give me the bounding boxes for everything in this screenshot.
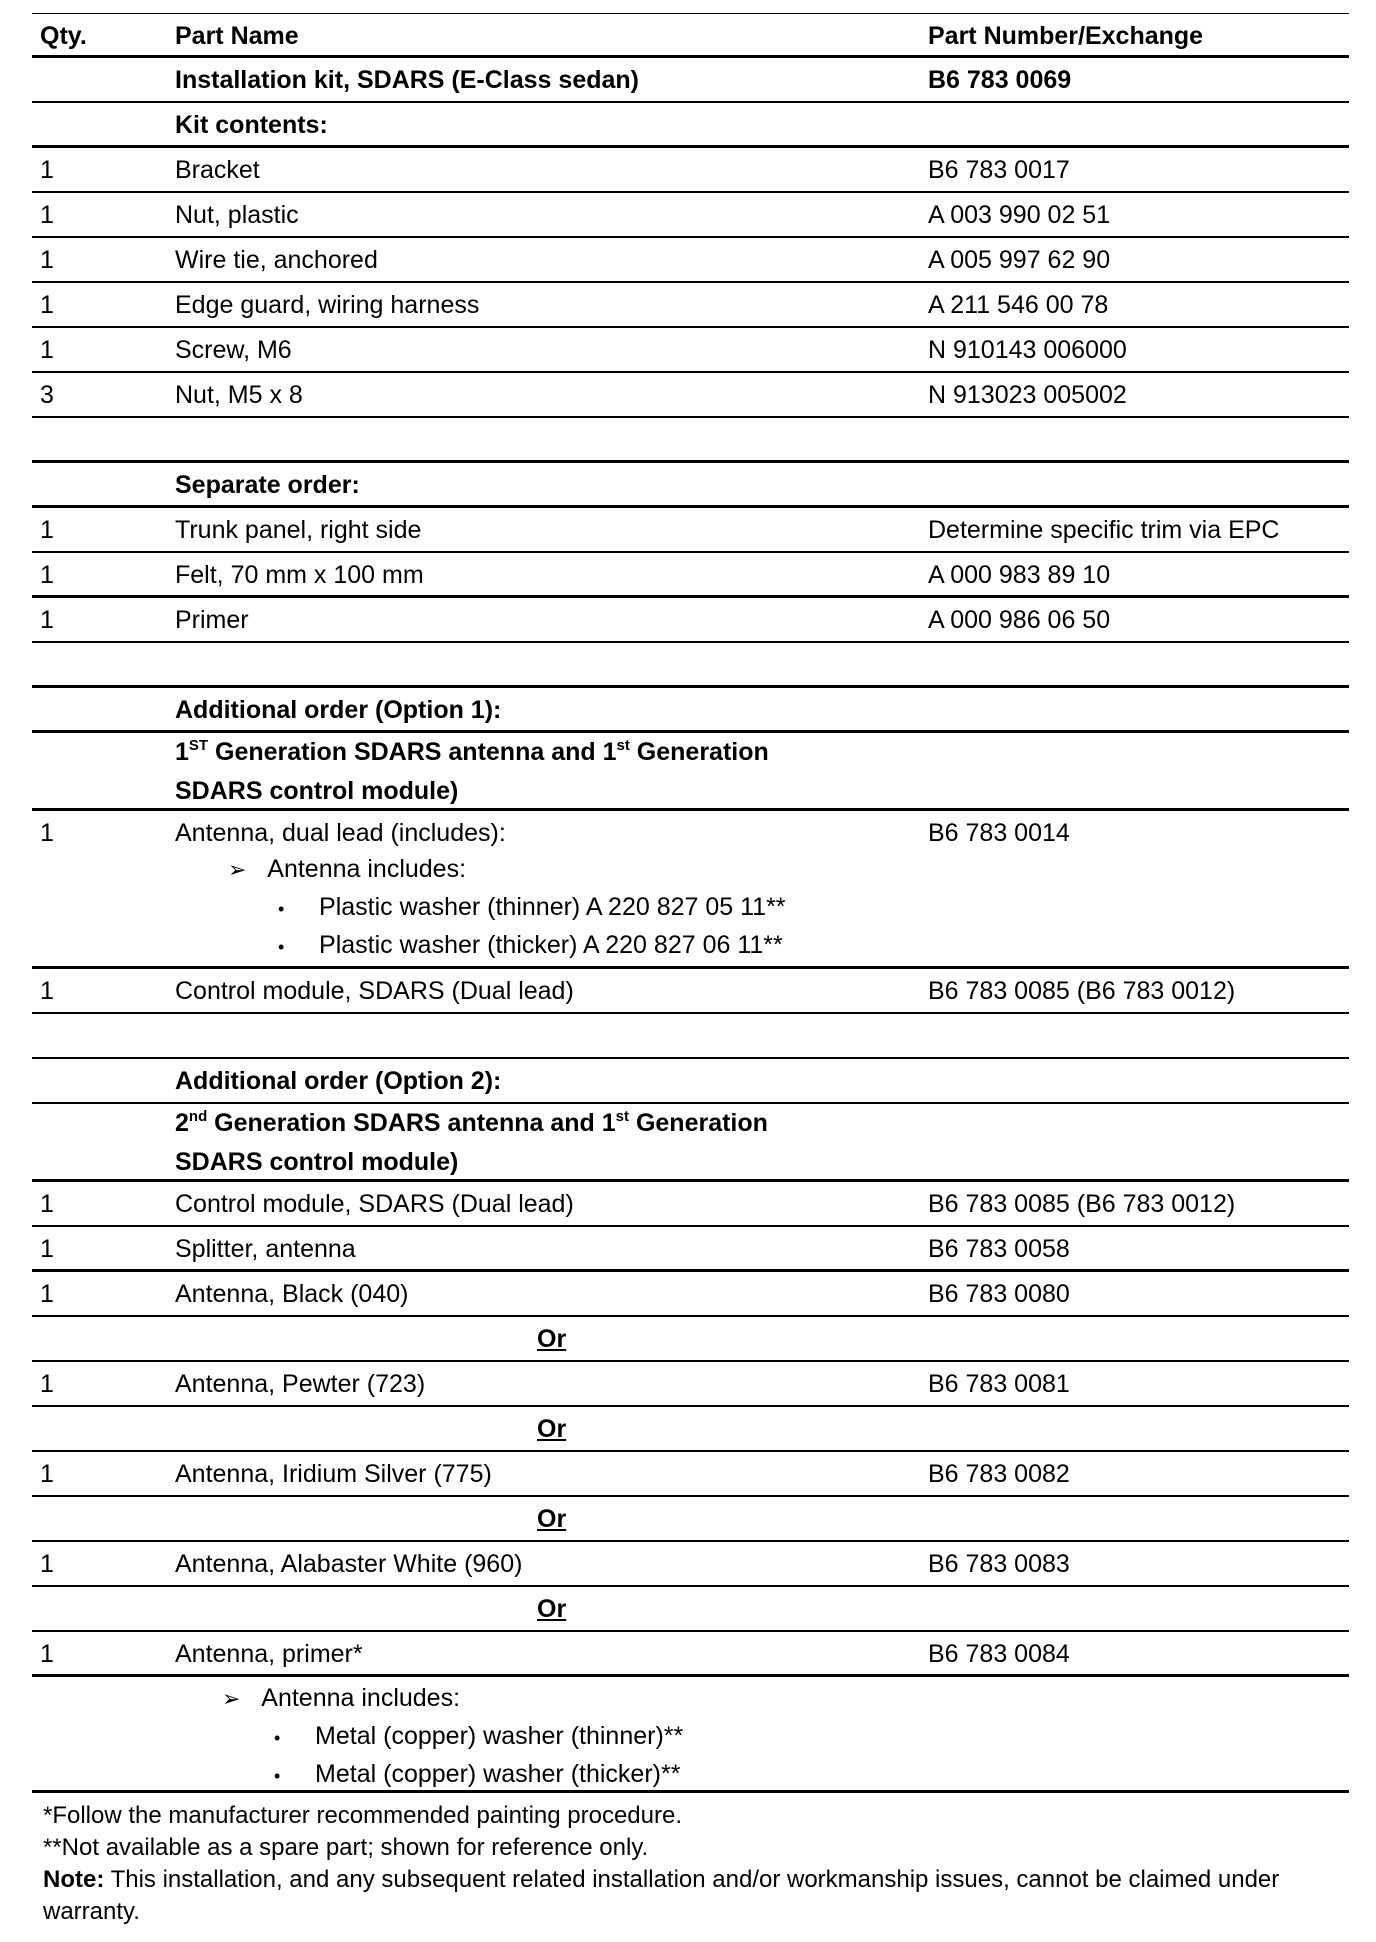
includes-item: ➢ Antenna includes: bbox=[228, 855, 467, 883]
table-row bbox=[32, 193, 1349, 238]
part-number: B6 783 0080 bbox=[928, 1280, 1070, 1308]
part-name: Felt, 70 mm x 100 mm bbox=[175, 561, 424, 589]
bullet-icon: • bbox=[278, 899, 285, 919]
option1-desc-row bbox=[32, 733, 1349, 811]
includes-item: • Plastic washer (thinner) A 220 827 05 11** bbox=[278, 893, 786, 921]
option2-row bbox=[32, 1059, 1349, 1104]
option2-description: 2nd Generation SDARS antenna and 1st Generation SDARS control module) bbox=[175, 1108, 768, 1176]
kit-title: Installation kit, SDARS (E-Class sedan) bbox=[175, 66, 639, 94]
qty: 1 bbox=[40, 1190, 54, 1218]
table-row bbox=[32, 553, 1349, 598]
or-label: Or bbox=[537, 1595, 567, 1623]
table-row bbox=[32, 1362, 1349, 1407]
table-row bbox=[32, 969, 1349, 1014]
part-number: B6 783 0017 bbox=[928, 156, 1070, 184]
qty: 1 bbox=[40, 1460, 54, 1488]
note-label: Note: bbox=[43, 1866, 105, 1893]
note-text: This installation, and any subsequent related installation and/or workmanship issues, cannot be claimed under warranty. bbox=[43, 1866, 1280, 1925]
qty: 1 bbox=[40, 819, 54, 847]
part-number: B6 783 0058 bbox=[928, 1235, 1070, 1263]
table-row bbox=[32, 238, 1349, 283]
includes-item: • Plastic washer (thicker) A 220 827 06 11** bbox=[278, 931, 783, 959]
option1-label: Additional order (Option 1): bbox=[175, 696, 502, 724]
qty: 1 bbox=[40, 246, 54, 274]
part-name: Control module, SDARS (Dual lead) bbox=[175, 1190, 574, 1218]
table-row bbox=[32, 598, 1349, 643]
part-number: B6 783 0085 (B6 783 0012) bbox=[928, 977, 1236, 1005]
part-name: Antenna, primer* bbox=[175, 1640, 363, 1668]
table-header bbox=[32, 13, 1349, 58]
qty: 1 bbox=[40, 516, 54, 544]
part-name: Splitter, antenna bbox=[175, 1235, 356, 1263]
bullet-icon: • bbox=[274, 1766, 281, 1786]
part-number: N 913023 005002 bbox=[928, 381, 1127, 409]
spacer-row bbox=[32, 1014, 1349, 1059]
spacer-row bbox=[32, 418, 1349, 463]
part-number: A 000 986 06 50 bbox=[928, 606, 1111, 634]
table-row bbox=[32, 328, 1349, 373]
table-row bbox=[32, 1452, 1349, 1497]
qty: 1 bbox=[40, 201, 54, 229]
footnote-2: **Not available as a spare part; shown for reference only. bbox=[43, 1834, 649, 1861]
spacer-row bbox=[32, 643, 1349, 688]
part-number: B6 783 0084 bbox=[928, 1640, 1070, 1668]
part-name: Nut, plastic bbox=[175, 201, 299, 229]
kit-contents-label: Kit contents: bbox=[175, 111, 328, 139]
part-name: Control module, SDARS (Dual lead) bbox=[175, 977, 574, 1005]
part-number: A 005 997 62 90 bbox=[928, 246, 1111, 274]
option2-desc-row bbox=[32, 1104, 1349, 1182]
warranty-note bbox=[43, 1864, 1343, 1928]
qty: 1 bbox=[40, 1550, 54, 1578]
part-name: Bracket bbox=[175, 156, 260, 184]
footnotes bbox=[43, 1800, 1343, 1928]
part-number: A 003 990 02 51 bbox=[928, 201, 1111, 229]
part-number: N 910143 006000 bbox=[928, 336, 1127, 364]
kit-title-row bbox=[32, 58, 1349, 103]
or-row bbox=[32, 1407, 1349, 1452]
part-number: B6 783 0081 bbox=[928, 1370, 1070, 1398]
bullet-icon: • bbox=[278, 937, 285, 957]
part-number: A 211 546 00 78 bbox=[928, 291, 1109, 319]
or-row bbox=[32, 1497, 1349, 1542]
includes-item: • Metal (copper) washer (thinner)** bbox=[274, 1722, 684, 1750]
part-number: Determine specific trim via EPC bbox=[928, 516, 1280, 544]
part-name: Antenna, dual lead (includes): bbox=[175, 819, 506, 847]
header-part-name: Part Name bbox=[175, 22, 299, 50]
qty: 1 bbox=[40, 606, 54, 634]
part-name: Antenna, Pewter (723) bbox=[175, 1370, 426, 1398]
separate-order-label: Separate order: bbox=[175, 471, 360, 499]
option1-row bbox=[32, 688, 1349, 733]
qty: 1 bbox=[40, 291, 54, 319]
part-number: B6 783 0014 bbox=[928, 819, 1070, 847]
part-name: Trunk panel, right side bbox=[175, 516, 422, 544]
kit-contents-row bbox=[32, 103, 1349, 148]
or-label: Or bbox=[537, 1325, 567, 1353]
arrow-bullet-icon: ➢ bbox=[222, 1686, 241, 1711]
qty: 1 bbox=[40, 336, 54, 364]
qty: 1 bbox=[40, 1235, 54, 1263]
part-number: B6 783 0083 bbox=[928, 1550, 1070, 1578]
part-name: Primer bbox=[175, 606, 249, 634]
part-name: Edge guard, wiring harness bbox=[175, 291, 480, 319]
kit-part-number: B6 783 0069 bbox=[928, 66, 1072, 94]
or-row bbox=[32, 1317, 1349, 1362]
footnote-1: *Follow the manufacturer recommended painting procedure. bbox=[43, 1802, 683, 1829]
part-number: A 000 983 89 10 bbox=[928, 561, 1111, 589]
table-row bbox=[32, 1182, 1349, 1227]
qty: 1 bbox=[40, 1280, 54, 1308]
part-name: Nut, M5 x 8 bbox=[175, 381, 303, 409]
option2-label: Additional order (Option 2): bbox=[175, 1067, 502, 1095]
qty: 1 bbox=[40, 1370, 54, 1398]
option2-includes-row bbox=[32, 1677, 1349, 1793]
qty: 1 bbox=[40, 977, 54, 1005]
includes-item: • Metal (copper) washer (thicker)** bbox=[274, 1760, 681, 1788]
part-name: Antenna, Black (040) bbox=[175, 1280, 409, 1308]
qty: 3 bbox=[40, 381, 54, 409]
table-row bbox=[32, 1542, 1349, 1587]
or-row bbox=[32, 1587, 1349, 1632]
or-label: Or bbox=[537, 1415, 567, 1443]
table-row bbox=[32, 373, 1349, 418]
part-name: Antenna, Iridium Silver (775) bbox=[175, 1460, 492, 1488]
part-number: B6 783 0082 bbox=[928, 1460, 1070, 1488]
includes-item: ➢ Antenna includes: bbox=[222, 1684, 461, 1712]
bullet-icon: • bbox=[274, 1728, 281, 1748]
header-qty: Qty. bbox=[40, 22, 87, 50]
qty: 1 bbox=[40, 1640, 54, 1668]
part-name: Wire tie, anchored bbox=[175, 246, 378, 274]
table-row bbox=[32, 1272, 1349, 1317]
part-name: Antenna, Alabaster White (960) bbox=[175, 1550, 523, 1578]
part-name: Screw, M6 bbox=[175, 336, 292, 364]
option1-antenna-row bbox=[32, 811, 1349, 969]
arrow-bullet-icon: ➢ bbox=[228, 857, 247, 882]
table-row bbox=[32, 1227, 1349, 1272]
part-number: B6 783 0085 (B6 783 0012) bbox=[928, 1190, 1236, 1218]
table-row bbox=[32, 508, 1349, 553]
parts-table bbox=[32, 13, 1349, 1793]
table-row bbox=[32, 1632, 1349, 1677]
qty: 1 bbox=[40, 561, 54, 589]
table-row bbox=[32, 283, 1349, 328]
separate-order-row bbox=[32, 463, 1349, 508]
or-label: Or bbox=[537, 1505, 567, 1533]
table-row bbox=[32, 148, 1349, 193]
qty: 1 bbox=[40, 156, 54, 184]
option1-description: 1ST Generation SDARS antenna and 1st Generation SDARS control module) bbox=[175, 737, 769, 805]
header-part-number: Part Number/Exchange bbox=[928, 22, 1204, 50]
